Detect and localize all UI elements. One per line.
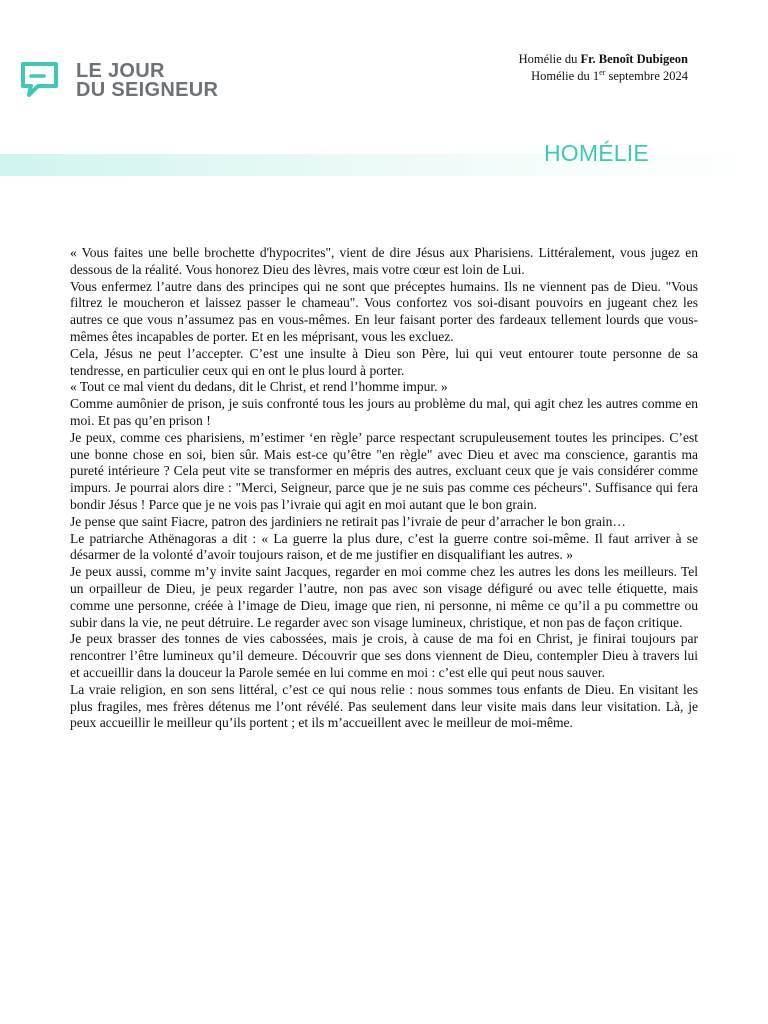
paragraph: Je peux, comme ces pharisiens, m’estimer ‘en règle’ parce respectant scrupuleusement toutes les principes. C’est une bonne chose en soi, bien sûr. Mais est-ce qu’être "en règle" avec Dieu et avec ma conscience, garantis ma pureté intérieure ? Cela peut vite se transformer en mépris des autres, excluant ceux que je vais considérer comme impurs. Je pourrai alors dire : "Merci, Seigneur, parce que je ne suis pas comme ces pécheurs". Suffisance qui fera bondir Jésus ! Parce que je ne vois pas l’ivraie qui agit en moi autant que le bon grain. [70,429,698,512]
paragraph: « Tout ce mal vient du dedans, dit le Christ, et rend l’homme impur. » [70,379,448,395]
paragraph: Je peux aussi, comme m’y invite saint Jacques, regarder en moi comme chez les autres les dons les meilleurs. Tel un orpailleur de Dieu, je peux regarder l’autre, non pas avec son visage défiguré ou avec telle étiquette, mais comme une personne, créée à l’image de Dieu, image que rien, ni personne, ni même ce qu’il a pu commettre ou subir dans la vie, ne peut détruire. Le regarder avec son visage lumineux, christique, et non pas de façon critique. [70,564,698,630]
paragraph: Je pense que saint Fiacre, patron des jardiniers ne retirait pas l’ivraie de peur d’arracher le bon grain… [70,513,626,529]
header-gradient-band [0,154,768,176]
brand-logo [20,60,218,100]
paragraph: Cela, Jésus ne peut l’accepter. C’est une insulte à Dieu son Père, lui qui veut entourer toute personne de sa tendresse, en particulier ceux qui en ont le plus lourd à porter. [70,345,698,378]
homily-body [70,245,698,732]
date-prefix: Homélie du 1 [531,69,600,83]
date-line [519,68,688,85]
paragraph: Comme aumônier de prison, je suis confronté tous les jours au problème du mal, qui agit chez les autres comme en moi. Et pas qu’en prison ! [70,396,698,428]
paragraph: Vous enfermez l’autre dans des principes qui ne sont que préceptes humains. Ils ne viennent pas de Dieu. "Vous filtrez le moucheron et laissez passer le chameau". Vous confortez vos soi-disant pouvoirs en jugeant chez les autres ce que vous n’assumez pas en vous-mêmes. En leur faisant porter des fardeaux tellement lourds que vous-mêmes êtes incapables de porter. Et en les méprisant, vous les excluez. [70,278,698,344]
author-prefix: Homélie du [518,52,581,66]
author-line [519,51,688,68]
brand-name [76,62,218,100]
paragraph: Je peux brasser des tonnes de vies cabossées, mais je crois, à cause de ma foi en Christ, je finirai toujours par rencontrer l’être lumineux qu’il demeure. Découvrir que ses dons viennent de Dieu, contempler Dieu à travers lui et accueillir dans la douceur la Parole semée en lui comme en moi : c’est elle qui peut nous sauver. [70,631,698,680]
paragraph: La vraie religion, en son sens littéral, c’est ce qui nous relie : nous sommes tous enfants de Dieu. En visitant les plus fragiles, mes frères détenus me l’ont révélé. Pas seulement dans leur visite mais dans leur visitation. Là, je peux accueillir le meilleur qu’ils portent ; et ils m’accueillent avec le meilleur de moi-même. [70,681,698,731]
paragraph: Le patriarche Athënagoras a dit : « La guerre la plus dure, c’est la guerre contre soi-même. Il faut arriver à se désarmer de la volonté d’avoir toujours raison, et de me justifier en disqualifiant les autres. » [70,530,698,563]
brand-line-1: LE JOUR [76,60,165,82]
paragraph: « Vous faites une belle brochette d'hypocrites", vient de dire Jésus aux Pharisiens. Littéralement, vous jugez en dessous de la réalité. Vous honorez Dieu des lèvres, mais votre cœur est loin de Lui. [70,245,698,277]
section-title: HOMÉLIE [544,140,649,166]
author-name: Fr. Benoît Dubigeon [580,52,688,66]
date-ordinal: er [599,68,606,77]
brand-line-2: DU SEIGNEUR [76,79,219,101]
date-suffix: septembre 2024 [605,69,688,83]
speech-bubble-logo-icon [20,60,60,98]
document-header [519,51,688,85]
